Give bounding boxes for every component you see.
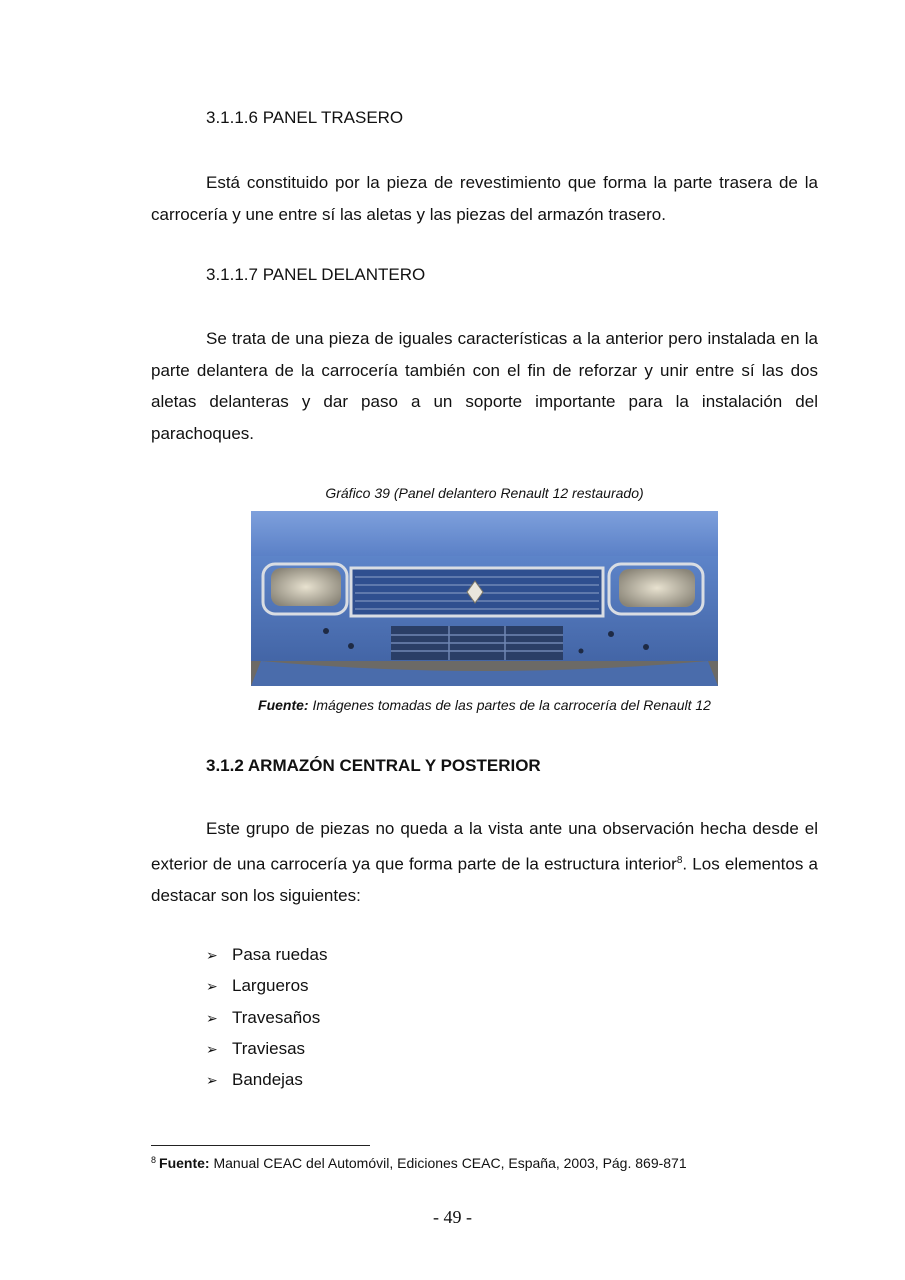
car-front-photo xyxy=(251,511,718,686)
footnote xyxy=(151,1155,687,1171)
section-heading-panel-delantero: 3.1.1.7 PANEL DELANTERO xyxy=(206,265,426,284)
paragraph-panel-delantero xyxy=(151,323,818,449)
list-item: ➢ Pasa ruedas xyxy=(206,939,327,970)
paragraph-text: Está constituido por la pieza de revestimiento que forma la parte trasera de la carrocería y une entre sí las aletas y las piezas del armazón trasero. xyxy=(151,173,818,224)
arrow-bullet-icon: ➢ xyxy=(206,1009,218,1026)
list-item: ➢ Traviesas xyxy=(206,1033,327,1064)
paragraph-armazon xyxy=(151,813,818,911)
arrow-bullet-icon: ➢ xyxy=(206,947,218,963)
elements-list xyxy=(206,939,327,1095)
arrow-bullet-icon: ➢ xyxy=(206,1072,218,1089)
figure-source xyxy=(151,697,818,713)
figure-source-text: Imágenes tomadas de las partes de la carrocería del Renault 12 xyxy=(308,697,711,713)
footnote-separator xyxy=(151,1145,370,1146)
list-item: ➢ Largueros xyxy=(206,970,327,1001)
paragraph-text: Se trata de una pieza de iguales características a la anterior pero instalada en la parte delantera de la carrocería también con el fin de reforzar y unir entre sí las dos aletas delanteras y dar paso a un soporte importante para la instalación del parachoques. xyxy=(151,329,818,443)
arrow-bullet-icon: ➢ xyxy=(206,1040,218,1057)
paragraph-text: Este grupo de piezas no queda a la vista ante una observación hecha desde el exterior de una carrocería ya que forma parte de la estructura interior xyxy=(151,819,818,874)
page-number: - 49 - xyxy=(433,1207,472,1227)
footnote-number: 8 xyxy=(151,1155,157,1165)
figure-caption: Gráfico 39 (Panel delantero Renault 12 restaurado) xyxy=(325,485,644,501)
section-heading-armazon: 3.1.2 ARMAZÓN CENTRAL Y POSTERIOR xyxy=(206,756,541,775)
footnote-text: Manual CEAC del Automóvil, Ediciones CEAC, España, 2003, Pág. 869-871 xyxy=(209,1155,687,1171)
list-item: ➢ Travesaños xyxy=(206,1002,327,1033)
arrow-bullet-icon: ➢ xyxy=(206,978,218,995)
paragraph-panel-trasero xyxy=(151,167,818,230)
list-item: ➢ Bandejas xyxy=(206,1064,327,1095)
paragraph-text-end: . Los elementos a destacar son los siguientes: xyxy=(151,854,818,905)
section-heading-panel-trasero: 3.1.1.6 PANEL TRASERO xyxy=(206,108,404,127)
footnote-reference: 8 xyxy=(676,854,683,866)
footnote-label: Fuente: xyxy=(159,1155,210,1171)
figure-source-label: Fuente: xyxy=(258,697,309,713)
